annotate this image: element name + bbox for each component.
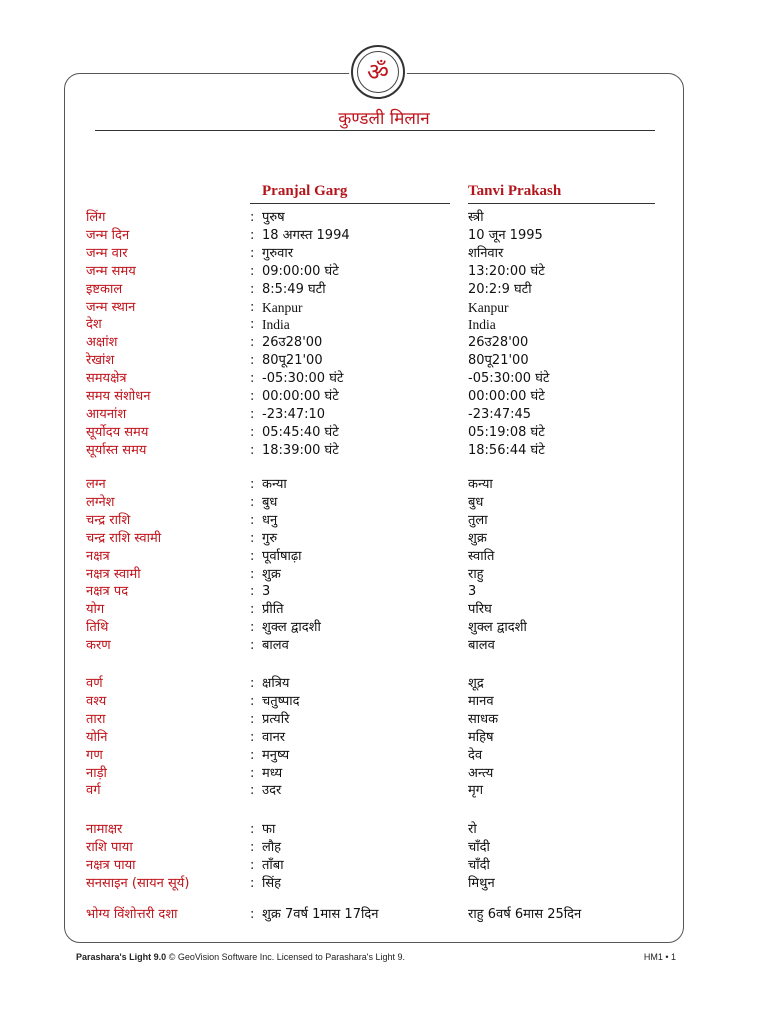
person-1-value: 3: [262, 584, 271, 599]
person-1-value: मनुष्य: [262, 748, 290, 763]
row-separator: :: [250, 694, 255, 709]
person-1-value: प्रीति: [262, 602, 284, 617]
row-separator: :: [250, 353, 255, 368]
person-2-name: Tanvi Prakash: [468, 183, 562, 199]
row-separator: :: [250, 783, 255, 798]
row-separator: :: [250, 228, 255, 243]
table-row: [0, 530, 768, 548]
table-row: [0, 711, 768, 729]
person-1-value: शुक्र: [262, 567, 281, 582]
person-1-value: बालव: [262, 638, 289, 653]
person-2-value: 20:2:9 घटी: [468, 282, 532, 297]
person-1-value: पूर्वाषाढ़ा: [262, 549, 302, 564]
person-1-value: क्षत्रिय: [262, 676, 290, 691]
row-label: समय संशोधन: [86, 389, 151, 404]
row-separator: :: [250, 407, 255, 422]
row-separator: :: [250, 730, 255, 745]
row-separator: :: [250, 602, 255, 617]
person-1-value: Kanpur: [262, 300, 303, 315]
row-separator: :: [250, 766, 255, 781]
person-2-value: 26उ28'00: [468, 335, 529, 350]
row-separator: :: [250, 638, 255, 653]
table-row: [0, 334, 768, 352]
person-1-value: वानर: [262, 730, 286, 745]
row-separator: :: [250, 317, 255, 332]
row-label: जन्म दिन: [86, 228, 130, 243]
row-separator: :: [250, 531, 255, 546]
row-separator: :: [250, 876, 255, 891]
table-row: [0, 693, 768, 711]
person-2-value: -23:47:45: [468, 407, 532, 422]
row-label: तारा: [86, 712, 106, 727]
row-label: लग्न: [86, 477, 106, 492]
person-2-value: तुला: [468, 513, 488, 528]
person-2-value: 10 जून 1995: [468, 228, 543, 243]
table-row: [0, 839, 768, 857]
footer-brand: Parashara's Light 9.0: [76, 952, 167, 962]
person-1-value: 8:5:49 घटी: [262, 282, 326, 297]
person-2-value: राहु 6वर्ष 6मास 25दिन: [468, 907, 582, 922]
person-2-value: परिघ: [468, 602, 492, 617]
table-row: [0, 245, 768, 263]
person-2-value: कन्या: [468, 477, 493, 492]
row-label: जन्म स्थान: [86, 300, 136, 315]
row-label: वश्य: [86, 694, 107, 709]
row-separator: :: [250, 822, 255, 837]
person-1-value: 05:45:40 घंटे: [262, 425, 339, 440]
table-row: [0, 227, 768, 245]
row-separator: :: [250, 584, 255, 599]
table-row: [0, 548, 768, 566]
row-separator: :: [250, 907, 255, 922]
row-label: नाड़ी: [86, 766, 107, 781]
table-row: [0, 637, 768, 655]
person-1-value: सिंह: [262, 876, 282, 891]
row-label: राशि पाया: [86, 840, 133, 855]
footer-copyright: © GeoVision Software Inc. Licensed to Parashara's Light 9.: [166, 952, 406, 962]
table-row: [0, 566, 768, 584]
table-row: [0, 406, 768, 424]
footer: [76, 952, 676, 962]
row-separator: :: [250, 858, 255, 873]
person-1-name: Pranjal Garg: [262, 183, 348, 199]
person-1-value: ताँबा: [262, 858, 284, 873]
table-row: [0, 352, 768, 370]
row-separator: :: [250, 495, 255, 510]
person-1-value: लौह: [262, 840, 282, 855]
person-1-value: शुक्ल द्वादशी: [262, 620, 321, 635]
person-1-value: धनु: [262, 513, 278, 528]
person-2-value: 18:56:44 घंटे: [468, 443, 545, 458]
row-label: आयनांश: [86, 407, 127, 422]
row-separator: :: [250, 389, 255, 404]
row-label: जन्म समय: [86, 264, 136, 279]
row-label: भोग्य विंशोत्तरी दशा: [86, 907, 178, 922]
row-label: करण: [86, 638, 111, 653]
person-2-value: -05:30:00 घंटे: [468, 371, 550, 386]
person-1-value: पुरुष: [262, 210, 285, 225]
table-row: [0, 601, 768, 619]
row-separator: :: [250, 549, 255, 564]
row-label: नक्षत्र पाया: [86, 858, 136, 873]
table-row: [0, 424, 768, 442]
table-row: [0, 281, 768, 299]
person-1-value: -23:47:10: [262, 407, 326, 422]
row-label: गण: [86, 748, 103, 763]
row-label: वर्ग: [86, 783, 101, 798]
table-row: [0, 729, 768, 747]
person-2-value: रो: [468, 822, 477, 837]
table-row: [0, 316, 768, 334]
person-1-value: शुक्र 7वर्ष 1मास 17दिन: [262, 907, 379, 922]
person-1-value: 80पू21'00: [262, 353, 323, 368]
row-separator: :: [250, 246, 255, 261]
row-separator: :: [250, 840, 255, 855]
person-1-value: कन्या: [262, 477, 287, 492]
person-2-value: शूद्र: [468, 676, 484, 691]
row-separator: :: [250, 676, 255, 691]
table-row: [0, 494, 768, 512]
person-2-divider: [468, 203, 655, 204]
row-label: नक्षत्र पद: [86, 584, 129, 599]
row-label: सूर्योदय समय: [86, 425, 149, 440]
table-row: [0, 209, 768, 227]
table-row: [0, 583, 768, 601]
person-2-value: बुध: [468, 495, 484, 510]
person-2-value: मानव: [468, 694, 494, 709]
person-2-value: राहु: [468, 567, 484, 582]
row-separator: :: [250, 567, 255, 582]
person-2-value: स्वाति: [468, 549, 495, 564]
person-1-value: गुरुवार: [262, 246, 294, 261]
person-2-value: महिष: [468, 730, 494, 745]
footer-page-number: HM1 • 1: [643, 952, 676, 962]
person-1-value: मध्य: [262, 766, 283, 781]
person-2-value: शुक्ल द्वादशी: [468, 620, 527, 635]
row-label: सनसाइन (सायन सूर्य): [86, 876, 190, 891]
person-2-value: India: [468, 317, 496, 332]
table-row: [0, 442, 768, 460]
row-separator: :: [250, 712, 255, 727]
person-2-value: 80पू21'00: [468, 353, 529, 368]
table-row: [0, 747, 768, 765]
person-2-value: देव: [468, 748, 483, 763]
person-2-value: मिथुन: [468, 876, 495, 891]
om-logo: [351, 45, 405, 99]
row-label: नामाक्षर: [86, 822, 123, 837]
table-row: [0, 388, 768, 406]
row-separator: :: [250, 513, 255, 528]
row-label: चन्द्र राशि: [86, 513, 131, 528]
person-2-value: चाँदी: [468, 840, 490, 855]
person-2-value: चाँदी: [468, 858, 490, 873]
person-2-value: 13:20:00 घंटे: [468, 264, 545, 279]
table-row: [0, 619, 768, 637]
table-row: [0, 906, 768, 924]
row-separator: :: [250, 282, 255, 297]
person-2-value: मृग: [468, 783, 484, 798]
row-label: योनि: [86, 730, 108, 745]
table-row: [0, 765, 768, 783]
row-label: समयक्षेत्र: [86, 371, 127, 386]
row-label: वर्ण: [86, 676, 103, 691]
om-symbol: ॐ: [357, 51, 399, 93]
table-row: [0, 821, 768, 839]
person-1-value: 00:00:00 घंटे: [262, 389, 339, 404]
table-row: [0, 476, 768, 494]
person-2-value: 00:00:00 घंटे: [468, 389, 545, 404]
row-separator: :: [250, 425, 255, 440]
row-separator: :: [250, 477, 255, 492]
table-row: [0, 263, 768, 281]
row-label: इष्टकाल: [86, 282, 123, 297]
person-2-value: अन्त्य: [468, 766, 494, 781]
table-row: [0, 782, 768, 800]
row-separator: :: [250, 443, 255, 458]
person-1-value: 09:00:00 घंटे: [262, 264, 339, 279]
row-label: सूर्यास्त समय: [86, 443, 147, 458]
row-label: जन्म वार: [86, 246, 128, 261]
row-label: देश: [86, 317, 102, 332]
person-2-value: शुक्र: [468, 531, 487, 546]
title-divider: [95, 130, 655, 131]
row-separator: :: [250, 620, 255, 635]
row-separator: :: [250, 300, 255, 315]
person-1-value: प्रत्यरि: [262, 712, 290, 727]
row-label: नक्षत्र: [86, 549, 110, 564]
table-row: [0, 370, 768, 388]
person-1-value: चतुष्पाद: [262, 694, 300, 709]
person-1-value: बुध: [262, 495, 278, 510]
row-label: रेखांश: [86, 353, 115, 368]
row-separator: :: [250, 210, 255, 225]
person-1-value: गुरु: [262, 531, 278, 546]
person-2-value: स्त्री: [468, 210, 484, 225]
table-row: [0, 512, 768, 530]
person-1-value: 18 अगस्त 1994: [262, 228, 350, 243]
person-2-value: शनिवार: [468, 246, 504, 261]
row-label: अक्षांश: [86, 335, 118, 350]
table-row: [0, 299, 768, 317]
table-row: [0, 875, 768, 893]
row-separator: :: [250, 748, 255, 763]
person-2-value: 05:19:08 घंटे: [468, 425, 545, 440]
person-1-value: India: [262, 317, 290, 332]
row-label: तिथि: [86, 620, 109, 635]
page-title: कुण्डली मिलान: [338, 109, 430, 129]
row-label: नक्षत्र स्वामी: [86, 567, 141, 582]
row-separator: :: [250, 264, 255, 279]
person-2-value: साधक: [468, 712, 499, 727]
person-1-value: -05:30:00 घंटे: [262, 371, 344, 386]
table-row: [0, 675, 768, 693]
row-label: योग: [86, 602, 105, 617]
person-1-value: उदर: [262, 783, 282, 798]
row-label: चन्द्र राशि स्वामी: [86, 531, 162, 546]
row-label: लग्नेश: [86, 495, 115, 510]
table-row: [0, 857, 768, 875]
person-1-value: 26उ28'00: [262, 335, 323, 350]
row-label: लिंग: [86, 210, 106, 225]
person-1-value: 18:39:00 घंटे: [262, 443, 339, 458]
row-separator: :: [250, 371, 255, 386]
person-2-value: Kanpur: [468, 300, 509, 315]
person-1-divider: [250, 203, 450, 204]
row-separator: :: [250, 335, 255, 350]
person-2-value: 3: [468, 584, 477, 599]
person-1-value: फा: [262, 822, 276, 837]
person-2-value: बालव: [468, 638, 495, 653]
